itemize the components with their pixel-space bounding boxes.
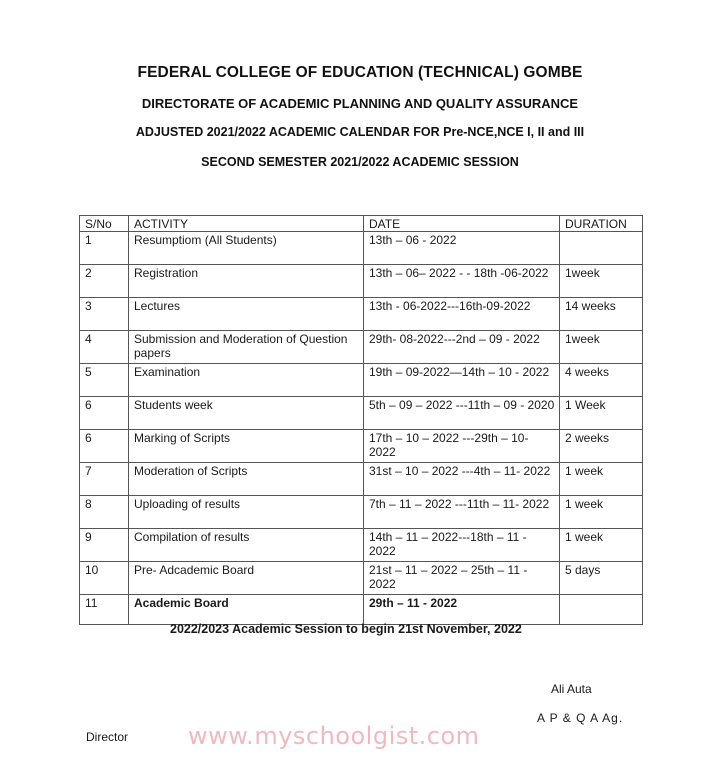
calendar-title: ADJUSTED 2021/2022 ACADEMIC CALENDAR FOR Pre-NCE,NCE I, II and III: [135, 125, 585, 139]
table-row: [80, 397, 643, 430]
cell-activity: Marking of Scripts: [129, 430, 364, 463]
column-header-duration: DURATION: [560, 216, 643, 232]
cell-date: 13th – 06– 2022 - - 18th -06-2022: [364, 265, 560, 298]
table-row: [80, 331, 643, 364]
table-header-row: [80, 216, 643, 232]
semester-title: SECOND SEMESTER 2021/2022 ACADEMIC SESSION: [201, 155, 519, 169]
cell-date: 29th – 11 - 2022: [364, 595, 560, 625]
cell-date: 14th – 11 – 2022---18th – 11 - 2022: [364, 529, 560, 562]
table-row: [80, 232, 643, 265]
cell-duration: 1week: [560, 331, 643, 364]
table-row: [80, 496, 643, 529]
cell-sno: 8: [80, 496, 129, 529]
institution-title: FEDERAL COLLEGE OF EDUCATION (TECHNICAL) GOMBE: [137, 64, 583, 81]
cell-duration: [560, 595, 643, 625]
cell-activity: Registration: [129, 265, 364, 298]
session-start-note: 2022/2023 Academic Session to begin 21st November, 2022: [170, 622, 522, 636]
column-header-activity: ACTIVITY: [129, 216, 364, 232]
cell-sno: 3: [80, 298, 129, 331]
cell-duration: 14 weeks: [560, 298, 643, 331]
cell-activity: Pre- Adcademic Board: [129, 562, 364, 595]
cell-activity: Compilation of results: [129, 529, 364, 562]
signatory-title: Director: [86, 730, 129, 744]
table-body: [80, 232, 643, 625]
table-row: [80, 562, 643, 595]
cell-duration: 1 week: [560, 463, 643, 496]
cell-sno: 11: [80, 595, 129, 625]
cell-sno: 7: [80, 463, 129, 496]
cell-duration: 2 weeks: [560, 430, 643, 463]
cell-duration: 1 Week: [560, 397, 643, 430]
column-header-sno: S/No: [80, 216, 129, 232]
cell-duration: 4 weeks: [560, 364, 643, 397]
column-header-date: DATE: [364, 216, 560, 232]
cell-sno: 10: [80, 562, 129, 595]
cell-date: 5th – 09 – 2022 ---11th – 09 - 2020: [364, 397, 560, 430]
watermark-text: www.myschoolgist.com: [188, 722, 480, 750]
signatory-office: A P & Q A Ag.: [537, 711, 624, 725]
cell-date: 19th – 09-2022—14th – 10 - 2022: [364, 364, 560, 397]
cell-activity: Moderation of Scripts: [129, 463, 364, 496]
cell-date: 13th – 06 - 2022: [364, 232, 560, 265]
cell-activity: Students week: [129, 397, 364, 430]
cell-date: 31st – 10 – 2022 ---4th – 11- 2022: [364, 463, 560, 496]
cell-activity: Submission and Moderation of Question papers: [129, 331, 364, 364]
signatory-name: Ali Auta: [551, 682, 592, 696]
cell-date: 13th - 06-2022---16th-09-2022: [364, 298, 560, 331]
cell-sno: 1: [80, 232, 129, 265]
table-row: [80, 364, 643, 397]
table-row: [80, 463, 643, 496]
cell-date: 7th – 11 – 2022 ---11th – 11- 2022: [364, 496, 560, 529]
cell-activity: Examination: [129, 364, 364, 397]
cell-sno: 2: [80, 265, 129, 298]
cell-duration: 1 week: [560, 529, 643, 562]
academic-calendar-table: [79, 215, 643, 625]
table-row: [80, 430, 643, 463]
cell-duration: 1week: [560, 265, 643, 298]
cell-date: 21st – 11 – 2022 – 25th – 11 - 2022: [364, 562, 560, 595]
directorate-title: DIRECTORATE OF ACADEMIC PLANNING AND QUALITY ASSURANCE: [141, 96, 579, 111]
table-row: [80, 265, 643, 298]
table-row: [80, 298, 643, 331]
cell-sno: 6: [80, 397, 129, 430]
cell-activity: Resumptiom (All Students): [129, 232, 364, 265]
cell-duration: 5 days: [560, 562, 643, 595]
cell-sno: 6: [80, 430, 129, 463]
table-row: [80, 595, 643, 625]
cell-date: 17th – 10 – 2022 ---29th – 10- 2022: [364, 430, 560, 463]
cell-sno: 5: [80, 364, 129, 397]
cell-activity: Uploading of results: [129, 496, 364, 529]
cell-duration: 1 week: [560, 496, 643, 529]
cell-duration: [560, 232, 643, 265]
cell-sno: 9: [80, 529, 129, 562]
table-row: [80, 529, 643, 562]
cell-sno: 4: [80, 331, 129, 364]
cell-date: 29th- 08-2022---2nd – 09 - 2022: [364, 331, 560, 364]
cell-activity: Academic Board: [129, 595, 364, 625]
cell-activity: Lectures: [129, 298, 364, 331]
